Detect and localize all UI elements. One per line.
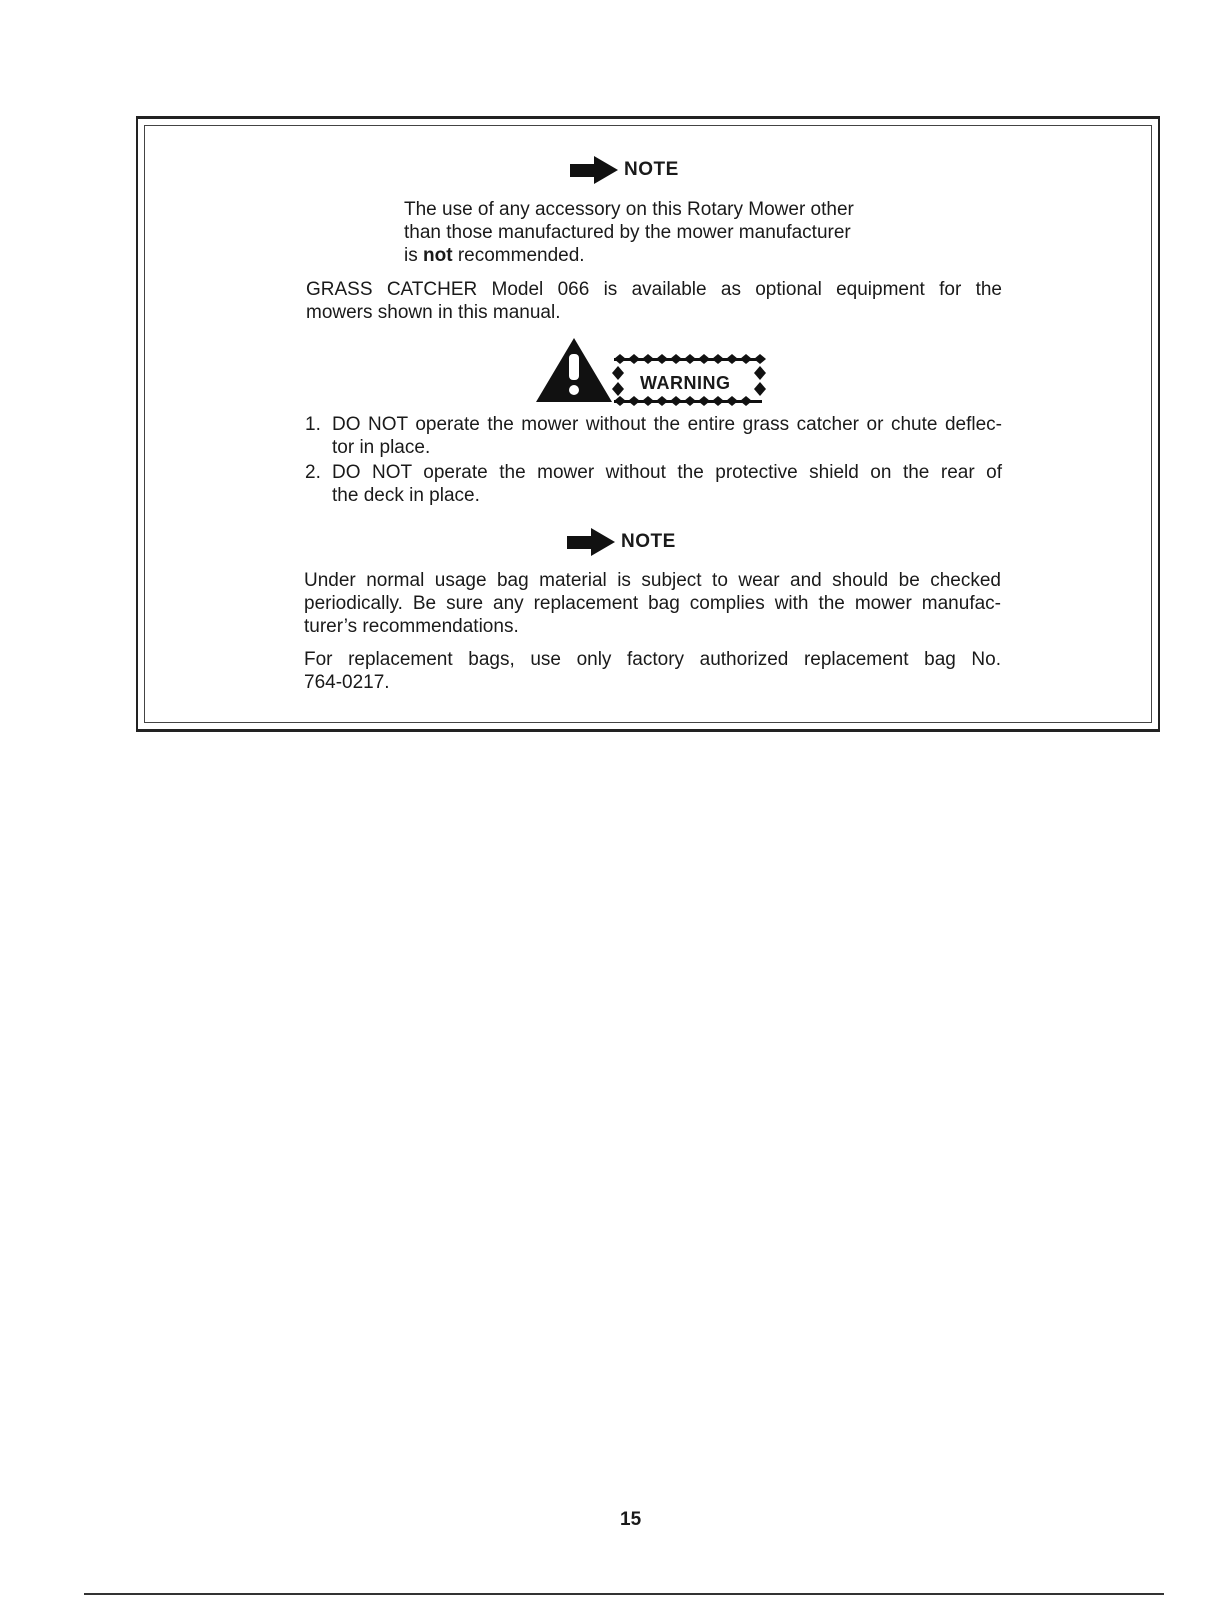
paragraph-line: For replacement bags, use only factory authorized replacement bag No. [304, 649, 1001, 670]
footer-rule [84, 1593, 1164, 1595]
note-text [404, 198, 854, 267]
replacement-paragraph [304, 648, 1001, 694]
page-number: 15 [620, 1509, 642, 1530]
paragraph-line: GRASS CATCHER Model 066 is available as optional equipment for the [306, 279, 1002, 300]
arrow-right-icon [567, 527, 619, 557]
emphasis-not: not [423, 245, 453, 266]
note-label: NOTE [624, 159, 679, 180]
note-line: The use of any accessory on this Rotary Mower other [404, 199, 854, 220]
note-heading [567, 527, 676, 557]
note-label: NOTE [621, 531, 676, 552]
note-line: is not recommended. [404, 245, 585, 266]
note-heading [570, 155, 679, 185]
arrow-right-icon [570, 155, 622, 185]
paragraph-line: turer’s recommendations. [304, 616, 519, 637]
list-line: DO NOT operate the mower without the entire grass catcher or chute deflec- [332, 414, 1002, 435]
warning-label: WARNING [640, 373, 731, 393]
warning-heading [536, 336, 768, 406]
list-line: the deck in place. [332, 485, 480, 506]
note-line: than those manufactured by the mower manufacturer [404, 222, 851, 243]
list-number: 1. [305, 414, 321, 435]
list-line: DO NOT operate the mower without the protective shield on the rear of [332, 462, 1002, 483]
bag-wear-paragraph [304, 569, 1001, 638]
paragraph-line: periodically. Be sure any replacement bag complies with the mower manufac- [304, 593, 1001, 614]
paragraph-line: mowers shown in this manual. [306, 302, 561, 323]
paragraph-line: 764-0217. [304, 672, 390, 693]
grass-catcher-paragraph [306, 278, 1002, 324]
paragraph-line: Under normal usage bag material is subject to wear and should be checked [304, 570, 1001, 591]
list-line: tor in place. [332, 437, 431, 458]
list-number: 2. [305, 462, 321, 483]
warning-triangle-icon [536, 336, 768, 406]
